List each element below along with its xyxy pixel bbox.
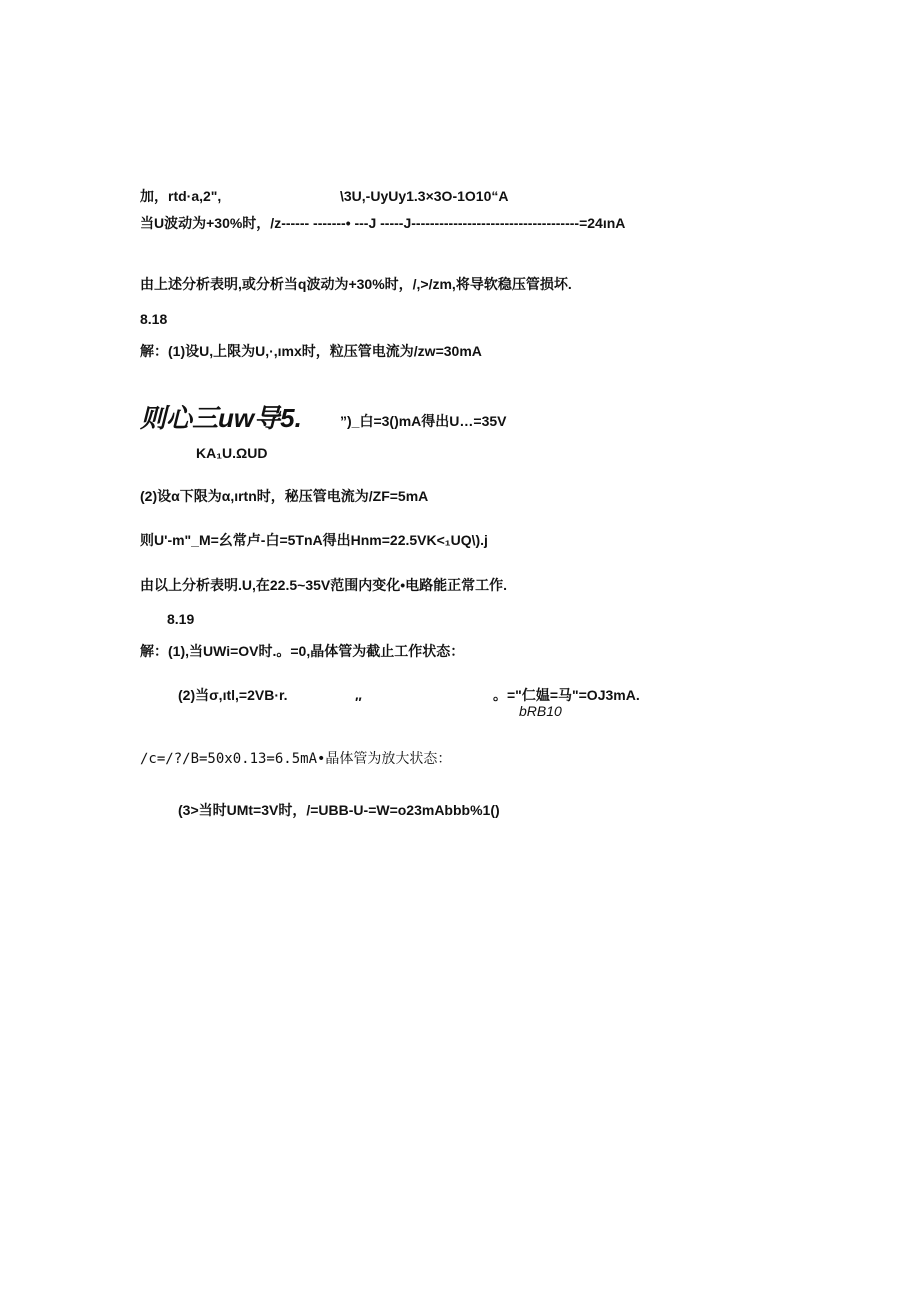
text-line-9: 则U'-m"_M=幺常卢-白=5TnA得出Hnm=22.5VK<₁UQ\).j xyxy=(140,532,488,548)
section-heading-8-19: 8.19 xyxy=(167,611,195,627)
text-line-1a: 加，rtd·a,2", xyxy=(140,188,222,204)
text-line-10: 由以上分析表明.U,在22.5~35V范围内变化•电路能正常工作. xyxy=(140,577,508,593)
text-line-6a: 则心三uw导5. xyxy=(140,403,302,433)
text-line-3: 由上述分析表明,或分析当q波动为+30%时，/,>/zm,将导软稳压管损坏. xyxy=(140,276,572,292)
text-line-13c: 。="仁媪=马"=OJ3mA. xyxy=(493,687,640,703)
text-line-15: (3>当时UMt=3V时，/=UBB-U-=W=o23mAbbb%1() xyxy=(178,802,500,818)
text-line-2: 当U波动为+30%时，/z------ -------• ---J -----J------------------------------------=24ınA xyxy=(140,215,626,231)
text-line-5: 解：(1)设U,上限为U,·,ımx时，粒压管电流为/zw=30mA xyxy=(140,343,482,359)
text-line-1b: \3U,-UyUy1.3×3O-1O10“A xyxy=(340,188,509,204)
text-line-8: (2)设α下限为α,ırtn时，秘压管电流为/ZF=5mA xyxy=(140,488,429,504)
text-line-13d: bRB10 xyxy=(519,703,562,719)
text-line-12: 解：(1),当UWi=OV时.。=0,晶体管为截止工作状态： xyxy=(140,643,465,659)
text-line-6b: ”)_白=3()mA得出U…=35V xyxy=(340,413,507,429)
text-line-14: ∕c=∕?∕B=50x0.13=6.5mA•晶体管为放大状态： xyxy=(140,751,452,767)
text-line-13b: ″ xyxy=(355,694,362,710)
text-line-13a: (2)当σ,ıtl,=2VB·r. xyxy=(178,687,288,703)
text-line-7: KA₁U.ΩUD xyxy=(196,445,268,461)
section-heading-8-18: 8.18 xyxy=(140,311,168,327)
